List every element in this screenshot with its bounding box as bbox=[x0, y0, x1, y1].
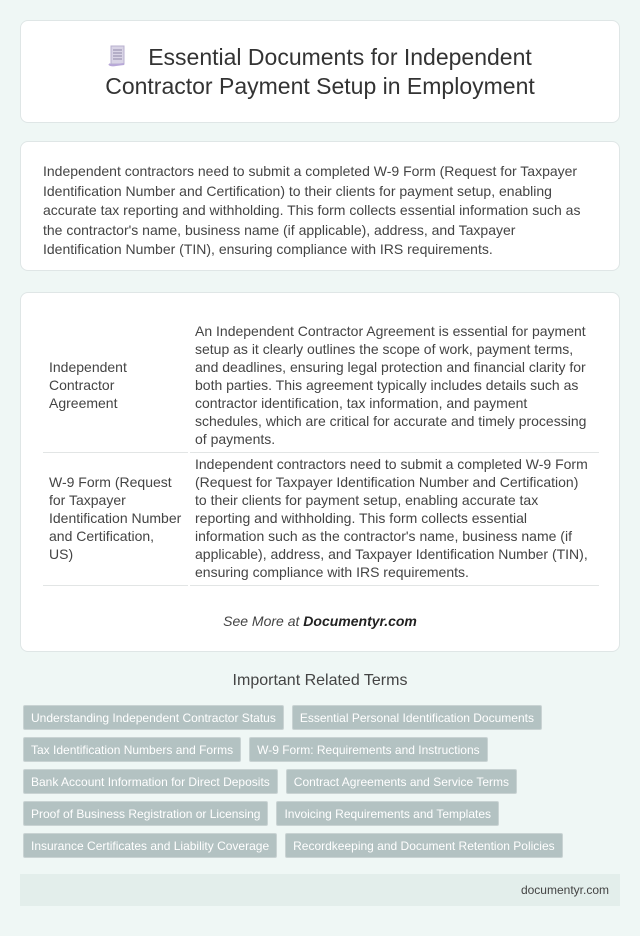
intro-card bbox=[20, 141, 620, 271]
related-terms-list bbox=[23, 705, 603, 858]
see-more-prefix: See More at bbox=[223, 613, 304, 629]
related-term-tag[interactable]: Essential Personal Identification Documents bbox=[292, 705, 542, 730]
related-term-tag[interactable]: Bank Account Information for Direct Deposits bbox=[23, 769, 278, 794]
table-row bbox=[43, 320, 599, 453]
see-more bbox=[21, 613, 619, 629]
row-term: Independent Contractor Agreement bbox=[43, 320, 188, 453]
footer-site-link[interactable]: documentyr.com bbox=[520, 883, 609, 897]
see-more-link[interactable]: Documentyr.com bbox=[303, 613, 417, 629]
related-terms-heading: Important Related Terms bbox=[232, 672, 408, 689]
related-term-tag[interactable]: W-9 Form: Requirements and Instructions bbox=[249, 737, 488, 762]
related-term-tag[interactable]: Understanding Independent Contractor Status bbox=[23, 705, 284, 730]
related-term-tag[interactable]: Invoicing Requirements and Templates bbox=[276, 801, 499, 826]
documents-table-card bbox=[20, 292, 620, 652]
footer bbox=[20, 874, 620, 906]
row-description: An Independent Contractor Agreement is essential for payment setup as it clearly outlines the scope of work, payment terms, and deadlines, ensuring legal protection and financial clarity for both parties. This agreement typically includes details such as contractor identification, tax information, and payment schedules, which are critical for accurate and timely processing of payments. bbox=[190, 320, 599, 453]
document-scroll-icon bbox=[108, 45, 126, 67]
intro-text: Independent contractors need to submit a completed W-9 Form (Request for Taxpayer Identification Number and Certification) to their clients for payment setup, enabling accurate tax reporting and withholding. This form collects essential information such as the contractor's name, business name (if applicable), address, and Taxpayer Identification Number (TIN), ensuring compliance with IRS requirements. bbox=[43, 163, 581, 257]
related-term-tag[interactable]: Insurance Certificates and Liability Coverage bbox=[23, 833, 277, 858]
table-row bbox=[43, 453, 599, 586]
page-title-text: Essential Documents for Independent Contractor Payment Setup in Employment bbox=[105, 43, 535, 99]
documents-table bbox=[41, 320, 601, 586]
page-title bbox=[85, 43, 555, 101]
row-description: Independent contractors need to submit a completed W-9 Form (Request for Taxpayer Identification Number and Certification) to their clients for payment setup, enabling accurate tax reporting and withholding. This form collects essential information such as the contractor's name, business name (if applicable), address, and Taxpayer Identification Number (TIN), ensuring compliance with IRS requirements. bbox=[190, 453, 599, 586]
related-term-tag[interactable]: Proof of Business Registration or Licensing bbox=[23, 801, 268, 826]
title-card bbox=[20, 20, 620, 123]
related-term-tag[interactable]: Recordkeeping and Document Retention Policies bbox=[285, 833, 563, 858]
related-term-tag[interactable]: Tax Identification Numbers and Forms bbox=[23, 737, 241, 762]
related-term-tag[interactable]: Contract Agreements and Service Terms bbox=[286, 769, 517, 794]
row-term: W-9 Form (Request for Taxpayer Identification Number and Certification, US) bbox=[43, 453, 188, 586]
